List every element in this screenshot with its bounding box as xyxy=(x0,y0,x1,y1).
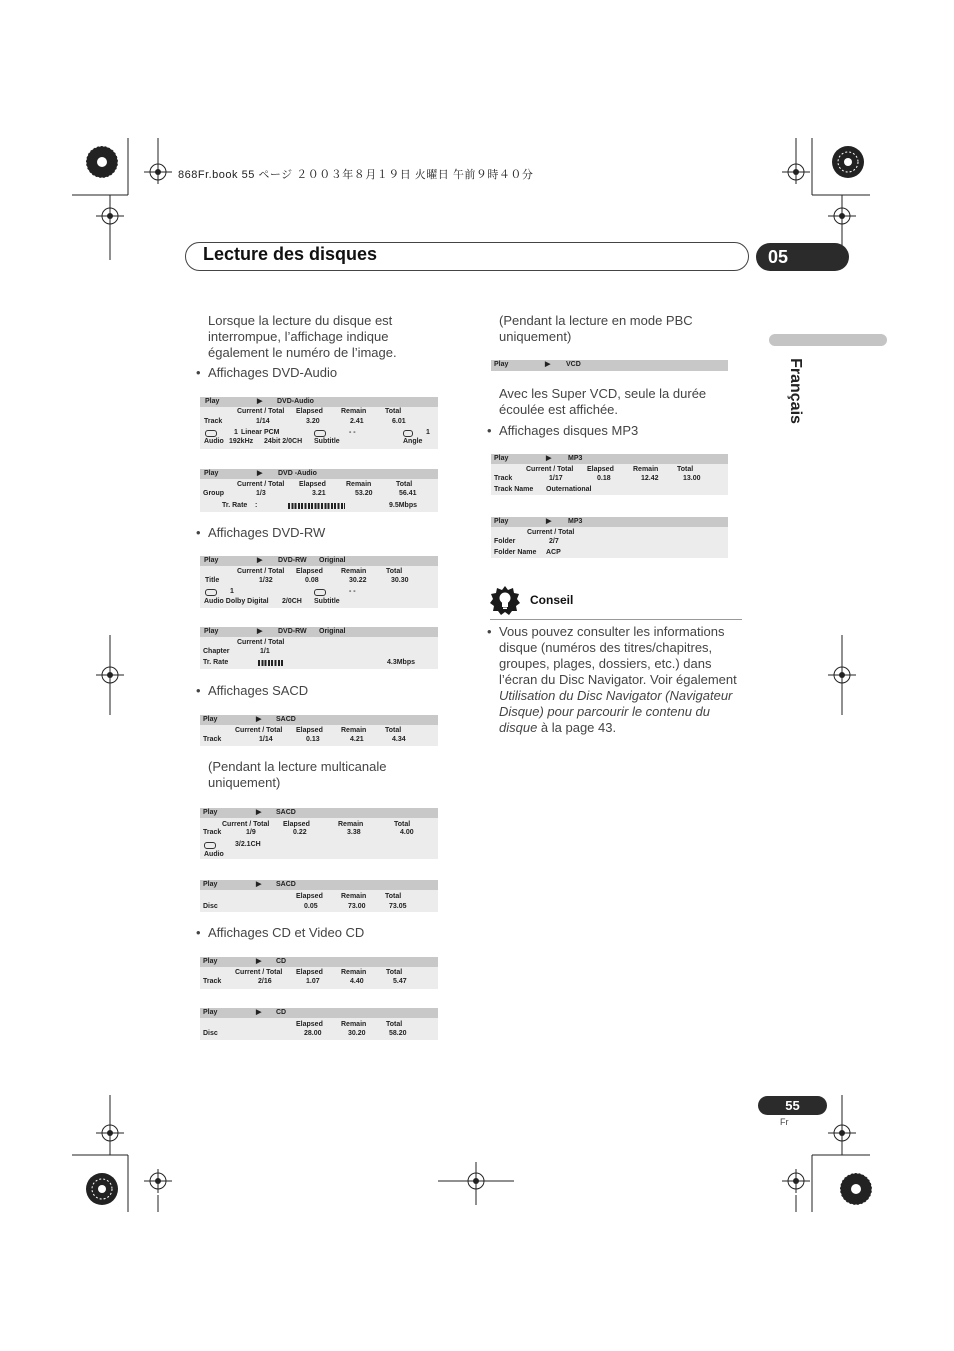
osd-elapsed-value: 3.20 xyxy=(306,418,320,425)
osd-header-current-total: Current / Total xyxy=(526,466,574,473)
pbc-note: (Pendant la lecture en mode PBC uniquement) xyxy=(499,313,693,344)
osd-play-label: Play xyxy=(205,398,220,405)
osd-subtitle-label: Subtitle xyxy=(314,438,340,445)
osd-current-value: 2/16 xyxy=(258,978,272,985)
language-tab xyxy=(769,334,887,346)
osd-current-value: 1/32 xyxy=(259,577,273,584)
osd-remain-value: 73.00 xyxy=(348,903,366,910)
osd-play-label: Play xyxy=(203,1009,218,1016)
section-label: Affichages CD et Video CD xyxy=(208,925,365,940)
osd-header-total: Total xyxy=(677,466,694,473)
osd-mode: Original xyxy=(319,628,346,635)
osd-row-label: Folder xyxy=(494,538,516,545)
osd-header-total: Total xyxy=(386,1021,403,1028)
osd-row-label: Track xyxy=(494,475,513,482)
section-dvd-rw: • Affichages DVD-RW xyxy=(196,525,326,540)
osd-header-current-total: Current / Total xyxy=(235,727,283,734)
osd-row-label: Track xyxy=(203,736,222,743)
audio-icon xyxy=(205,430,217,437)
osd-channels: 3/2.1CH xyxy=(235,841,261,848)
osd-mp3-track xyxy=(491,454,728,495)
osd-rate-bar xyxy=(258,660,284,666)
osd-play-label: Play xyxy=(203,958,218,965)
osd-header-elapsed: Elapsed xyxy=(283,821,310,828)
osd-total-value: 4.00 xyxy=(400,829,414,836)
multichannel-note: (Pendant la lecture multicanale uniquement) xyxy=(208,759,387,790)
subtitle-icon xyxy=(314,589,326,596)
osd-header-remain: Remain xyxy=(633,466,659,473)
osd-header-remain: Remain xyxy=(341,568,367,575)
osd-header-total: Total xyxy=(385,893,402,900)
osd-total-value: 56.41 xyxy=(399,490,417,497)
osd-disc-type: DVD-RW xyxy=(278,557,307,564)
osd-name-label: Track Name xyxy=(494,486,534,493)
play-icon: ▶ xyxy=(256,716,262,723)
tip-text: • Vous pouvez consulter les informations disque (numéros des titres/chapitres, groupes, plages, dossiers, etc.) dans l’écran du Disc Navigator. Voir également Utilisation du Disc Navigator (Navigateur Disque) pour parcourir le contenu du disque à la page 43. xyxy=(487,624,737,735)
osd-elapsed-value: 0.08 xyxy=(305,577,319,584)
osd-remain-value: 4.40 xyxy=(350,978,364,985)
svcd-note: Avec les Super VCD, seule la durée écoulée est affichée. xyxy=(499,386,707,417)
osd-audio-track: 1 xyxy=(230,588,234,595)
osd-current-value: 1/3 xyxy=(256,490,266,497)
osd-header-current-total: Current / Total xyxy=(237,408,285,415)
osd-header-current-total: Current / Total xyxy=(222,821,270,828)
osd-sampling: 192kHz xyxy=(229,438,254,445)
osd-play-label: Play xyxy=(494,361,509,368)
osd-current-value: 1/1 xyxy=(260,648,270,655)
osd-total-value: 30.30 xyxy=(391,577,409,584)
osd-name-label: Folder Name xyxy=(494,549,537,556)
osd-play-label: Play xyxy=(204,628,219,635)
osd-rate-label: Tr. Rate xyxy=(222,502,248,509)
osd-sacd-multichannel xyxy=(200,808,438,859)
osd-current-value: 1/14 xyxy=(259,736,273,743)
osd-sacd-track xyxy=(200,715,438,746)
osd-disc-type: SACD xyxy=(276,809,296,816)
osd-total-value: 58.20 xyxy=(389,1030,407,1037)
osd-remain-value: 53.20 xyxy=(355,490,373,497)
audio-icon xyxy=(204,842,216,849)
osd-header-remain: Remain xyxy=(341,969,367,976)
tip-text-plain: Vous pouvez consulter les informations disque (numéros des titres/chapitres, groupes, plages, dossiers, etc.) dans l’écran du Disc Navigator. Voir également xyxy=(499,624,737,687)
osd-sacd-disc xyxy=(200,880,438,912)
osd-elapsed-value: 1.07 xyxy=(306,978,320,985)
osd-row-label: Track xyxy=(204,418,223,425)
osd-disc-type: MP3 xyxy=(568,455,583,462)
osd-row-label: Track xyxy=(203,829,222,836)
intro-paragraph: Lorsque la lecture du disque est interrompue, l’affichage indique également le numéro de l’image. xyxy=(208,313,397,360)
play-icon: ▶ xyxy=(257,628,263,635)
play-icon: ▶ xyxy=(546,518,552,525)
osd-remain-value: 30.22 xyxy=(349,577,367,584)
osd-disc-type: DVD -Audio xyxy=(278,470,317,477)
osd-rate-value: 9.5Mbps xyxy=(389,502,418,509)
subtitle-icon xyxy=(314,430,326,437)
play-icon: ▶ xyxy=(256,809,262,816)
book-header: 868Fr.book 55 ページ ２００３年８月１９日 火曜日 午前９時４０分 xyxy=(178,169,534,181)
osd-disc-type: SACD xyxy=(276,881,296,888)
osd-play-label: Play xyxy=(494,455,509,462)
osd-row-label: Title xyxy=(205,577,220,584)
osd-header-elapsed: Elapsed xyxy=(296,727,323,734)
osd-audio-track: 1 xyxy=(234,429,238,436)
play-icon: ▶ xyxy=(256,958,262,965)
osd-header-remain: Remain xyxy=(338,821,364,828)
osd-header-current-total: Current / Total xyxy=(237,639,285,646)
osd-header-elapsed: Elapsed xyxy=(296,969,323,976)
section-label: Affichages SACD xyxy=(208,683,309,698)
osd-elapsed-value: 0.05 xyxy=(304,903,318,910)
osd-header-remain: Remain xyxy=(341,408,367,415)
section-label: Affichages DVD-RW xyxy=(208,525,326,540)
angle-icon xyxy=(403,430,413,437)
osd-angle-value: 1 xyxy=(426,429,430,436)
osd-play-label: Play xyxy=(494,518,509,525)
osd-header-elapsed: Elapsed xyxy=(587,466,614,473)
page-title: Lecture des disques xyxy=(203,244,378,264)
osd-channels: 2/0CH xyxy=(282,598,302,605)
osd-row-label: Group xyxy=(203,490,224,497)
section-mp3: • Affichages disques MP3 xyxy=(487,423,639,438)
osd-remain-value: 12.42 xyxy=(641,475,659,482)
osd-play-label: Play xyxy=(203,716,218,723)
osd-header-total: Total xyxy=(386,969,403,976)
audio-icon xyxy=(205,589,217,596)
osd-dvd-audio-track xyxy=(200,397,438,449)
section-cd: • Affichages CD et Video CD xyxy=(196,925,365,940)
osd-header-remain: Remain xyxy=(341,1021,367,1028)
osd-header-total: Total xyxy=(385,727,402,734)
osd-mode: Original xyxy=(319,557,346,564)
osd-angle-label: Angle xyxy=(403,438,423,445)
tip-divider xyxy=(490,619,742,620)
section-label: Affichages disques MP3 xyxy=(499,423,639,438)
osd-disc-type: DVD-RW xyxy=(278,628,307,635)
osd-current-value: 1/14 xyxy=(256,418,270,425)
osd-header-current-total: Current / Total xyxy=(237,481,285,488)
osd-disc-type: DVD-Audio xyxy=(277,398,314,405)
osd-name-value: Outernational xyxy=(546,486,592,493)
play-icon: ▶ xyxy=(256,1009,262,1016)
osd-subtitle-label: Subtitle xyxy=(314,598,340,605)
osd-header-total: Total xyxy=(385,408,402,415)
osd-rate-label: Tr. Rate xyxy=(203,659,229,666)
play-icon: ▶ xyxy=(257,470,263,477)
osd-elapsed-value: 3.21 xyxy=(312,490,326,497)
language-label: Français xyxy=(787,358,804,424)
osd-dvd-audio-group xyxy=(200,469,438,512)
osd-bits-channels: 24bit 2/0CH xyxy=(264,438,303,445)
osd-subtitle-value: - - xyxy=(349,429,356,436)
osd-cd-track xyxy=(200,957,438,989)
osd-header-current-total: Current / Total xyxy=(237,568,285,575)
osd-elapsed-value: 0.18 xyxy=(597,475,611,482)
tip-text-end: à la page 43. xyxy=(537,720,617,735)
osd-current-value: 1/17 xyxy=(549,475,563,482)
section-label: Affichages DVD-Audio xyxy=(208,365,338,380)
osd-header-elapsed: Elapsed xyxy=(296,408,323,415)
play-icon: ▶ xyxy=(256,881,262,888)
osd-rate-bar xyxy=(288,503,345,509)
osd-current-value: 2/7 xyxy=(549,538,559,545)
osd-current-value: 1/9 xyxy=(246,829,256,836)
osd-elapsed-value: 0.22 xyxy=(293,829,307,836)
section-sacd: • Affichages SACD xyxy=(196,683,309,698)
play-icon: ▶ xyxy=(545,361,551,368)
osd-audio-label: Audio xyxy=(204,851,224,858)
osd-elapsed-value: 0.13 xyxy=(306,736,320,743)
osd-rate-colon: : xyxy=(255,502,258,509)
osd-header-elapsed: Elapsed xyxy=(299,481,326,488)
osd-header-total: Total xyxy=(394,821,411,828)
section-dvd-audio: • Affichages DVD-Audio xyxy=(196,365,338,380)
lightbulb-icon xyxy=(490,586,520,616)
osd-disc-type: CD xyxy=(276,1009,287,1016)
osd-remain-value: 2.41 xyxy=(350,418,364,425)
osd-header-elapsed: Elapsed xyxy=(296,568,323,575)
osd-disc-type: SACD xyxy=(276,716,296,723)
osd-disc-type: MP3 xyxy=(568,518,583,525)
osd-play-label: Play xyxy=(203,809,218,816)
osd-header-elapsed: Elapsed xyxy=(296,1021,323,1028)
osd-remain-value: 30.20 xyxy=(348,1030,366,1037)
osd-subtitle-value: - - xyxy=(349,588,356,595)
play-icon: ▶ xyxy=(257,398,263,405)
osd-disc-type: VCD xyxy=(566,361,581,368)
osd-header-current-total: Current / Total xyxy=(527,529,575,536)
osd-header-remain: Remain xyxy=(346,481,372,488)
osd-remain-value: 4.21 xyxy=(350,736,364,743)
osd-header-current-total: Current / Total xyxy=(235,969,283,976)
osd-dvd-rw-chapter xyxy=(200,627,438,669)
play-icon: ▶ xyxy=(257,557,263,564)
osd-audio-label: Audio xyxy=(204,438,224,445)
osd-rate-value: 4.3Mbps xyxy=(387,659,416,666)
osd-row-label: Disc xyxy=(203,1030,218,1037)
osd-cd-disc xyxy=(200,1008,438,1040)
play-icon: ▶ xyxy=(546,455,552,462)
osd-name-value: ACP xyxy=(546,549,561,556)
osd-header-remain: Remain xyxy=(341,727,367,734)
osd-header-total: Total xyxy=(386,568,403,575)
osd-header-remain: Remain xyxy=(341,893,367,900)
osd-row-label: Disc xyxy=(203,903,218,910)
osd-vcd xyxy=(491,360,728,371)
osd-row-label: Track xyxy=(203,978,222,985)
chapter-badge: 05 xyxy=(756,243,849,271)
osd-dvd-rw-title xyxy=(200,556,438,608)
page-language: Fr xyxy=(780,1117,789,1127)
osd-remain-value: 3.38 xyxy=(347,829,361,836)
osd-total-value: 6.01 xyxy=(392,418,406,425)
osd-mp3-folder xyxy=(491,517,728,558)
osd-total-value: 4.34 xyxy=(392,736,406,743)
osd-total-value: 73.05 xyxy=(389,903,407,910)
osd-header-elapsed: Elapsed xyxy=(296,893,323,900)
osd-play-label: Play xyxy=(204,470,219,477)
osd-total-value: 13.00 xyxy=(683,475,701,482)
osd-audio-format: Linear PCM xyxy=(241,429,280,436)
osd-total-value: 5.47 xyxy=(393,978,407,985)
osd-disc-type: CD xyxy=(276,958,287,965)
osd-play-label: Play xyxy=(204,557,219,564)
osd-elapsed-value: 28.00 xyxy=(304,1030,322,1037)
osd-play-label: Play xyxy=(203,881,218,888)
osd-header-total: Total xyxy=(396,481,413,488)
osd-row-label: Chapter xyxy=(203,648,230,655)
page-number: 55 xyxy=(758,1096,827,1115)
tip-label: Conseil xyxy=(530,593,574,607)
osd-audio-line: Audio Dolby Digital xyxy=(204,598,269,605)
tip-text-italic: Utilisation du Disc Navigator (Navigateur Disque) pour parcourir le contenu du disque xyxy=(499,688,733,735)
